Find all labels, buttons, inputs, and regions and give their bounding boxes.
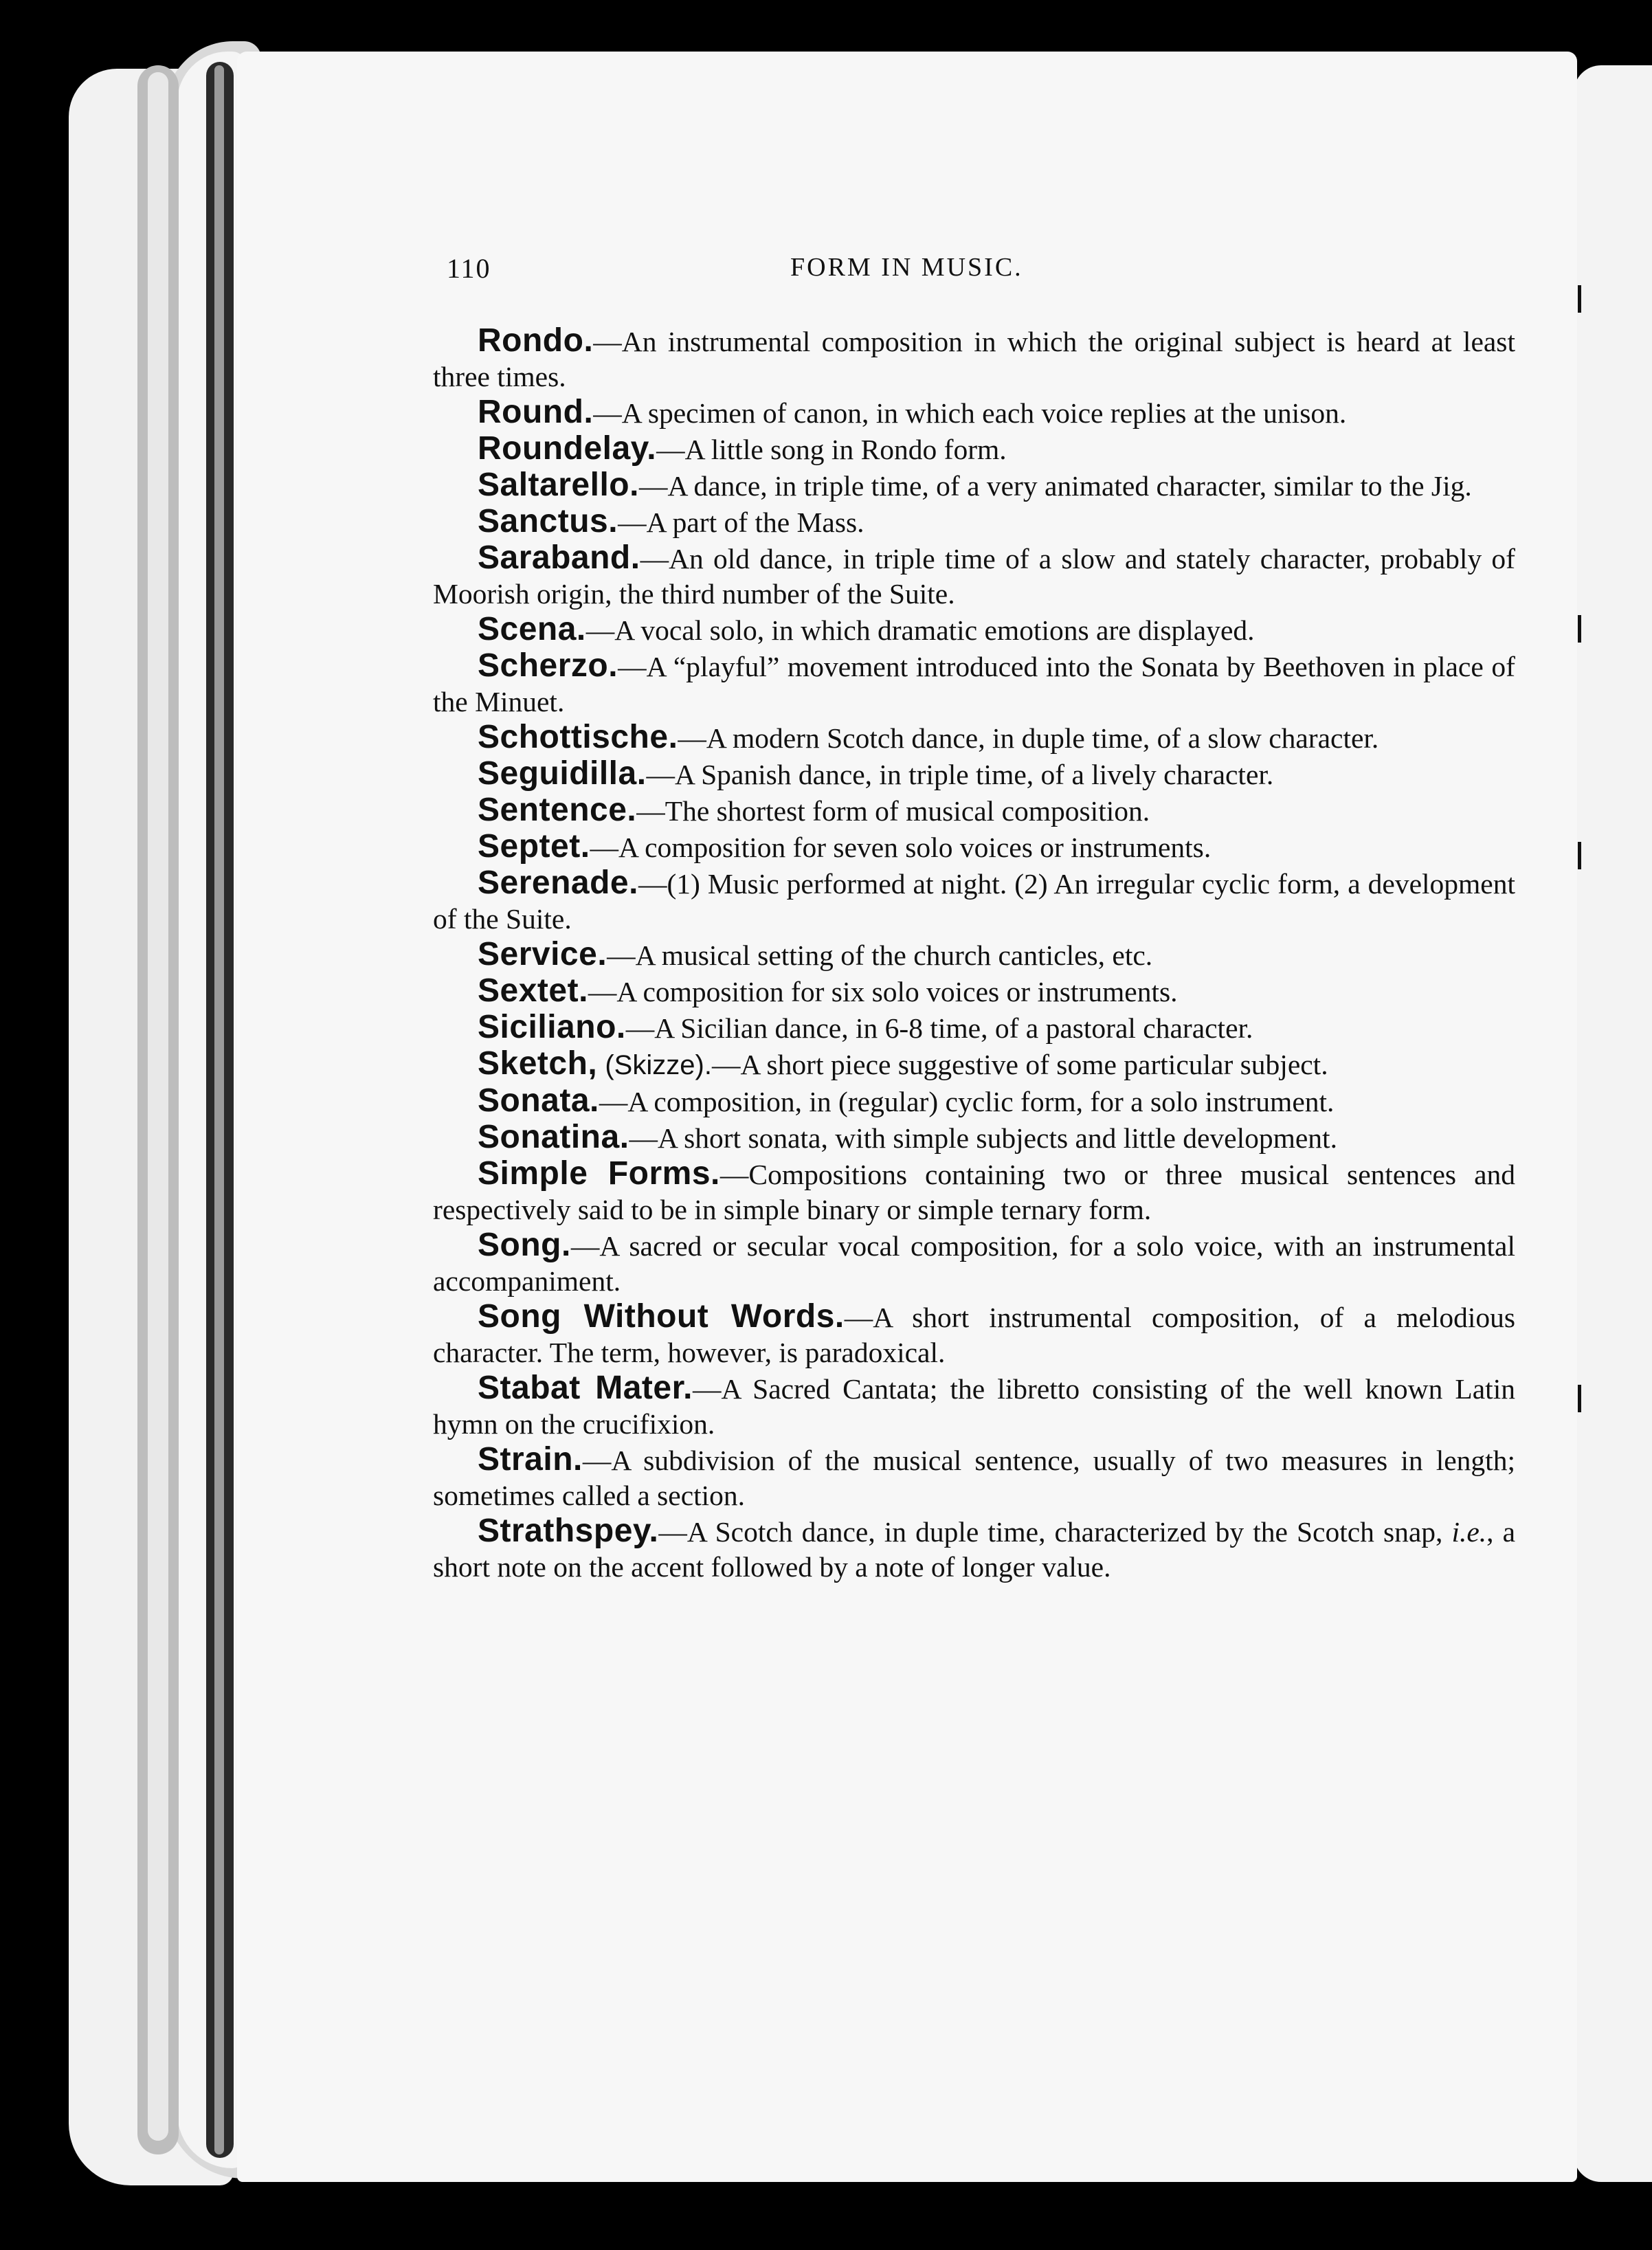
glossary-entry [433, 1010, 1515, 1046]
entry-definition: —A dance, in triple time, of a very animated character, similar to the Jig. [638, 470, 1472, 502]
entry-definition: —A vocal solo, in which dramatic emotions are displayed. [585, 614, 1255, 646]
glossary-entry [433, 648, 1515, 720]
entry-definition: —A Sicilian dance, in 6-8 time, of a pastoral character. [625, 1012, 1253, 1044]
entry-term: Strathspey. [478, 1513, 659, 1549]
page-header [237, 252, 1577, 293]
entry-definition: —(1) Music performed at night. (2) An irregular cyclic form, a development of the Suite. [433, 868, 1515, 935]
entry-definition: —A modern Scotch dance, in duple time, of a slow character. [678, 722, 1379, 754]
facing-page-edge [1574, 65, 1652, 2182]
entry-term: Roundelay. [478, 430, 657, 467]
entry-term: Sentence. [478, 792, 637, 828]
page-edge-light [148, 72, 168, 2141]
entry-term: Seguidilla. [478, 755, 647, 792]
entry-term: Rondo. [478, 322, 594, 359]
entry-definition: —A Scotch dance, in duple time, characterized by the Scotch snap, [658, 1516, 1452, 1548]
facing-page-mark [1578, 1385, 1581, 1412]
glossary-entry [433, 394, 1515, 431]
glossary-entry [433, 829, 1515, 865]
entry-term: Round. [478, 394, 594, 430]
entry-term: Siciliano. [478, 1009, 626, 1045]
glossary-entry [433, 865, 1515, 937]
glossary-entry [433, 504, 1515, 540]
glossary-entry [433, 431, 1515, 467]
glossary-entries [433, 323, 1515, 1585]
glossary-entry [433, 1299, 1515, 1370]
glossary-entry [433, 1370, 1515, 1442]
entry-term: Sanctus. [478, 503, 618, 539]
glossary-entry [433, 792, 1515, 829]
entry-definition: —A subdivision of the musical sentence, usually of two measures in length; sometimes called a section. [433, 1445, 1515, 1511]
entry-term: Sketch, [478, 1045, 598, 1082]
entry-term: Schottische. [478, 719, 678, 755]
running-head: FORM IN MUSIC. [790, 253, 1023, 282]
entry-definition: —A musical setting of the church canticles, etc. [607, 939, 1153, 971]
entry-definition: —A composition for seven solo voices or instruments. [590, 832, 1212, 863]
glossary-entry [433, 973, 1515, 1010]
facing-page-mark [1578, 285, 1581, 313]
entry-term: Simple Forms. [478, 1155, 720, 1192]
entry-term: Service. [478, 936, 607, 972]
glossary-entry [433, 1046, 1515, 1083]
entry-term: Strain. [478, 1441, 583, 1478]
page-number: 110 [447, 253, 491, 284]
entry-definition: —A short instrumental composition, of a melodious character. The term, however, is paradoxical. [433, 1302, 1515, 1368]
entry-term: Septet. [478, 828, 590, 865]
glossary-entry [433, 720, 1515, 756]
glossary-entry [433, 1442, 1515, 1513]
glossary-entry [433, 1120, 1515, 1156]
entry-definition: —The shortest form of musical composition. [636, 795, 1150, 827]
entry-term: Song Without Words. [478, 1298, 845, 1335]
entry-definition: —A composition for six solo voices or instruments. [588, 976, 1178, 1007]
entry-definition: —An instrumental composition in which the original subject is heard at least three times. [433, 326, 1515, 392]
entry-definition: —A Sacred Cantata; the libretto consisting of the well known Latin hymn on the crucifixion. [433, 1373, 1515, 1440]
glossary-entry [433, 467, 1515, 504]
entry-definition: —Compositions containing two or three musical sentences and respectively said to be in simple binary or simple ternary form. [433, 1159, 1515, 1225]
entry-term: Scena. [478, 611, 586, 647]
entry-definition-end: , a short note on the accent followed by a note of longer value. [433, 1516, 1515, 1583]
glossary-entry [433, 1083, 1515, 1120]
entry-definition: —A part of the Mass. [618, 506, 864, 538]
entry-term: Sextet. [478, 972, 588, 1009]
entry-term: Sonatina. [478, 1119, 629, 1155]
entry-definition: —A “playful” movement introduced into the Sonata by Beethoven in place of the Minuet. [433, 651, 1515, 717]
glossary-entry [433, 323, 1515, 394]
entry-definition: —A short sonata, with simple subjects and little development. [629, 1122, 1337, 1154]
glossary-entry [433, 1227, 1515, 1299]
glossary-entry [433, 612, 1515, 648]
entry-definition-italic: i.e. [1451, 1516, 1487, 1548]
entry-term: Stabat Mater. [478, 1370, 693, 1406]
entry-definition: —A short piece suggestive of some particular subject. [711, 1049, 1328, 1080]
facing-page-mark [1578, 615, 1581, 643]
glossary-entry [433, 937, 1515, 973]
entry-definition: —An old dance, in triple time of a slow and stately character, probably of Moorish origin, the third number of the Suite. [433, 543, 1515, 610]
page-edge-gutter-line [214, 65, 224, 2154]
entry-definition: —A specimen of canon, in which each voice replies at the unison. [593, 397, 1347, 429]
entry-term: Scherzo. [478, 647, 618, 684]
entry-term: Song. [478, 1227, 571, 1263]
entry-definition: —A Spanish dance, in triple time, of a lively character. [646, 759, 1274, 790]
entry-definition: —A composition, in (regular) cyclic form, for a solo instrument. [599, 1086, 1335, 1117]
facing-page-mark [1578, 842, 1581, 869]
entry-term: Saraband. [478, 539, 640, 576]
entry-term-note: (Skizze). [597, 1050, 712, 1080]
entry-definition: —A little song in Rondo form. [656, 434, 1007, 465]
glossary-entry [433, 540, 1515, 612]
glossary-entry [433, 1513, 1515, 1585]
glossary-entry [433, 1156, 1515, 1227]
entry-term: Sonata. [478, 1082, 599, 1119]
entry-term: Serenade. [478, 865, 638, 901]
glossary-entry [433, 756, 1515, 792]
entry-definition: —A sacred or secular vocal composition, for a solo voice, with an instrumental accompaniment. [433, 1230, 1515, 1297]
entry-term: Saltarello. [478, 467, 639, 503]
